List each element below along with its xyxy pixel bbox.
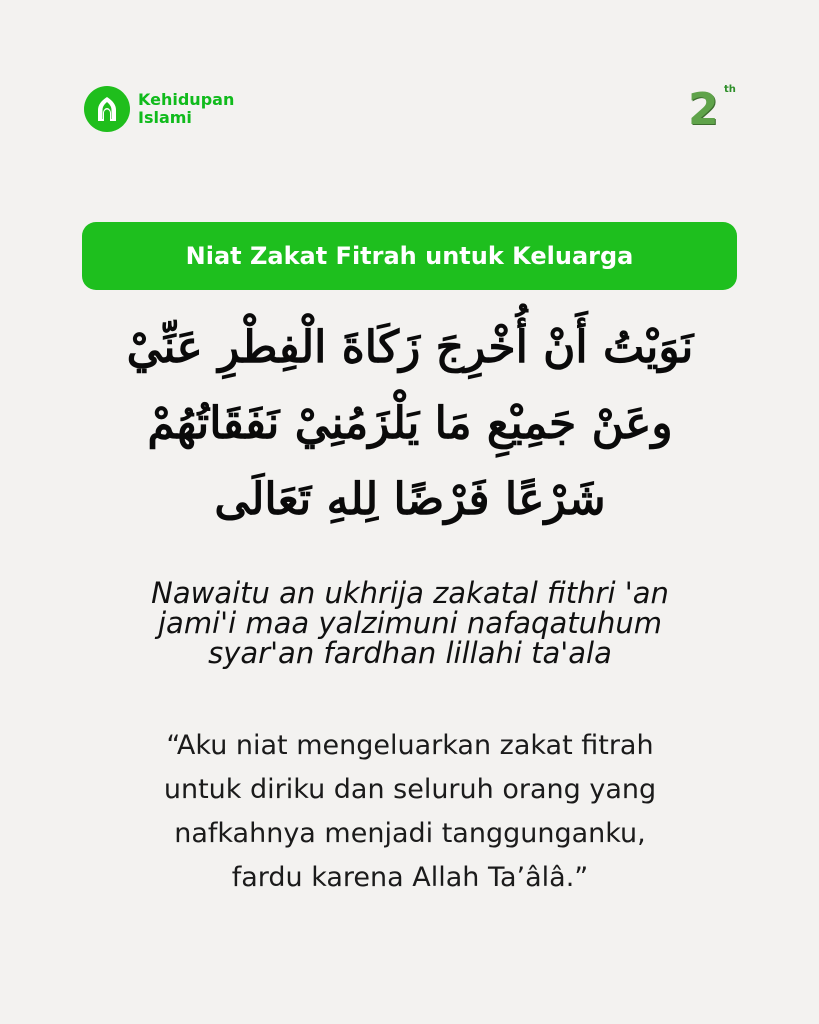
latin-line: Nawaitu an ukhrija zakatal fithri 'an xyxy=(151,576,669,610)
translation-line: nafkahnya menjadi tanggunganku, xyxy=(174,818,646,849)
translation-line: “Aku niat mengeluarkan zakat fitrah xyxy=(166,730,654,761)
mosque-arch-icon xyxy=(84,86,130,132)
latin-transliteration xyxy=(60,578,760,668)
arabic-line: وعَنْ جَمِيْعِ مَا يَلْزَمُنِيْ نَفَقَاتُهُمْ xyxy=(147,398,673,449)
anniversary-badge xyxy=(688,84,740,136)
translation-line: fardu karena Allah Ta’âlâ.” xyxy=(231,862,589,893)
brand-name xyxy=(138,91,234,127)
arabic-line: نَوَيْتُ أَنْ أُخْرِجَ زَكَاةَ الْفِطْرِ عَنِّيْ xyxy=(126,322,694,373)
anniversary-suffix: th xyxy=(724,84,736,95)
latin-line: syar'an fardhan lillahi ta'ala xyxy=(208,636,612,670)
brand-name-line1: Kehidupan xyxy=(138,90,235,109)
brand-name-line2: Islami xyxy=(138,108,192,127)
anniversary-number: 2 xyxy=(688,84,719,135)
translation-line: untuk diriku dan seluruh orang yang xyxy=(163,774,657,805)
latin-line: jami'i maa yalzimuni nafaqatuhum xyxy=(157,606,663,640)
translation-text xyxy=(60,724,760,900)
title-banner xyxy=(82,222,737,290)
banner-title: Niat Zakat Fitrah untuk Keluarga xyxy=(185,242,634,270)
arabic-line: شَرْعًا فَرْضًا لِلهِ تَعَالَى xyxy=(214,474,606,525)
brand-logo xyxy=(84,86,234,132)
arabic-text xyxy=(60,310,760,538)
